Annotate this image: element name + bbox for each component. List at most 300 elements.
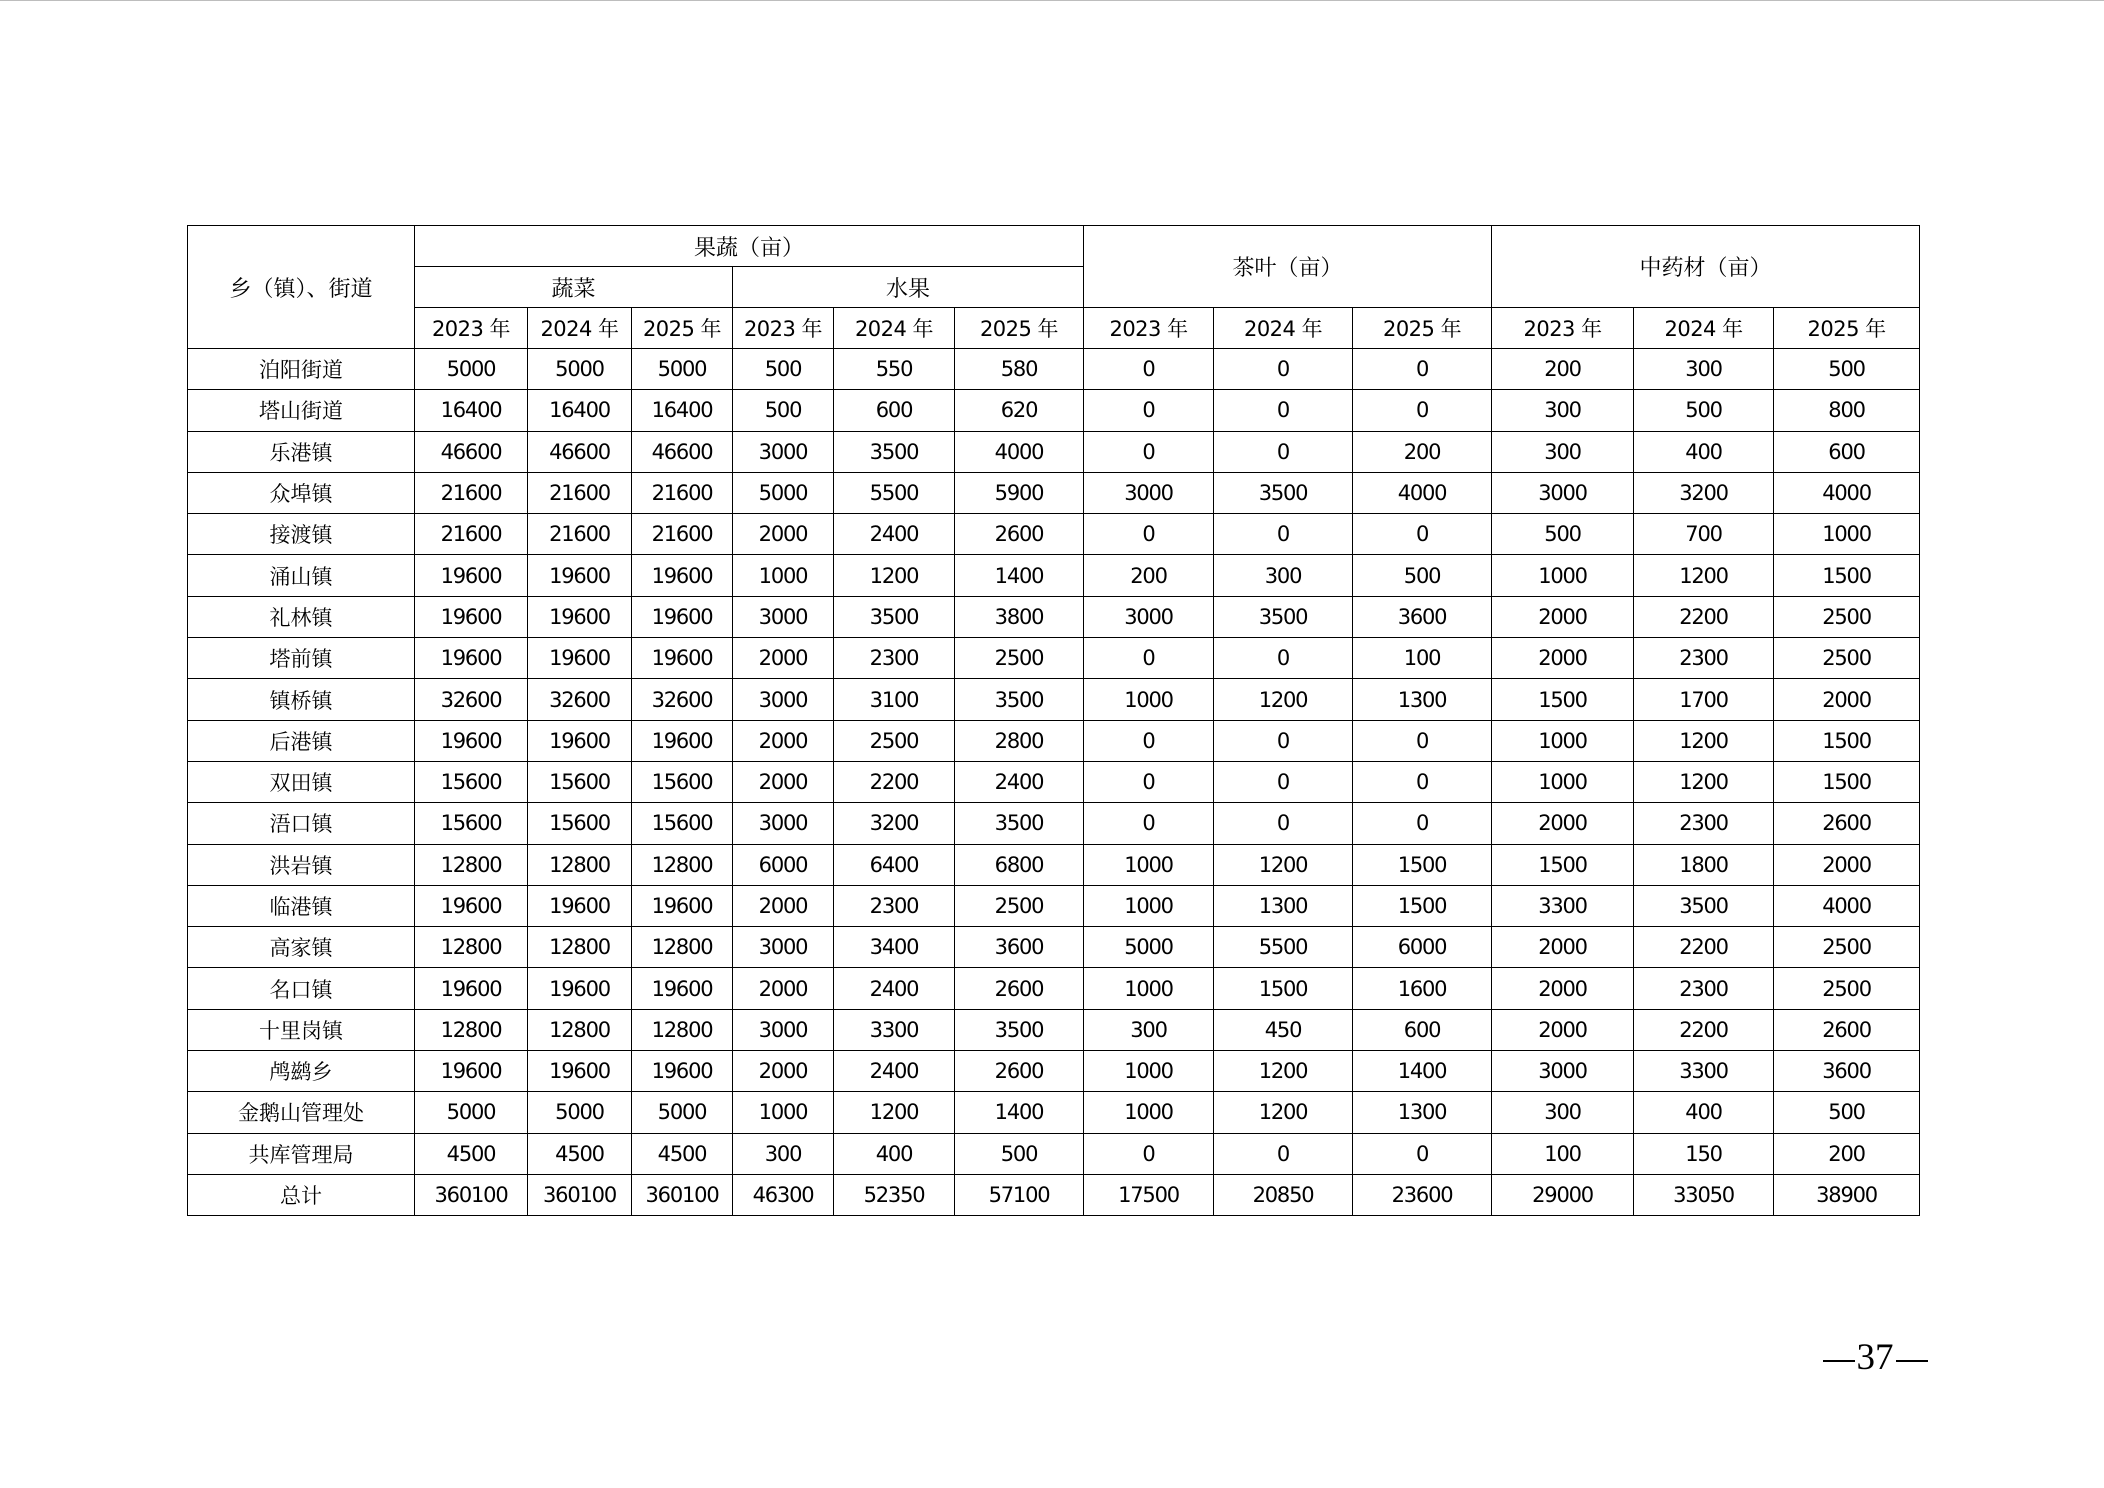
subgroup-header-fruit: 水果 [733, 267, 1084, 308]
row-name-cell: 金鹅山管理处 [188, 1092, 415, 1133]
value-cell: 0 [1214, 720, 1353, 761]
value-cell: 2200 [834, 761, 955, 802]
group-header-fruit-vegetable: 果蔬（亩） [415, 226, 1084, 267]
value-cell: 19600 [632, 1051, 733, 1092]
value-cell: 0 [1353, 720, 1492, 761]
value-cell: 12800 [528, 844, 632, 885]
value-cell: 12800 [632, 927, 733, 968]
value-cell: 3600 [1353, 596, 1492, 637]
year-header: 2025 年 [1774, 308, 1920, 349]
value-cell: 5000 [632, 349, 733, 390]
value-cell: 360100 [415, 1174, 528, 1215]
value-cell: 19600 [632, 555, 733, 596]
planting-area-table [187, 225, 1920, 1216]
value-cell: 21600 [632, 472, 733, 513]
value-cell: 6400 [834, 844, 955, 885]
value-cell: 1000 [733, 555, 834, 596]
value-cell: 12800 [632, 844, 733, 885]
table-row [188, 555, 1920, 596]
table-row [188, 720, 1920, 761]
table-row [188, 761, 1920, 802]
value-cell: 2300 [1634, 968, 1774, 1009]
value-cell: 1500 [1774, 555, 1920, 596]
value-cell: 2200 [1634, 927, 1774, 968]
value-cell: 1000 [1084, 885, 1214, 926]
value-cell: 5900 [955, 472, 1084, 513]
value-cell: 2000 [733, 1051, 834, 1092]
value-cell: 0 [1084, 514, 1214, 555]
value-cell: 2800 [955, 720, 1084, 761]
value-cell: 6800 [955, 844, 1084, 885]
value-cell: 1500 [1492, 844, 1634, 885]
row-name-cell: 礼林镇 [188, 596, 415, 637]
value-cell: 3500 [955, 679, 1084, 720]
value-cell: 16400 [528, 390, 632, 431]
value-cell: 1200 [1214, 1092, 1353, 1133]
table-row [188, 844, 1920, 885]
value-cell: 19600 [528, 596, 632, 637]
row-name-cell: 共库管理局 [188, 1133, 415, 1174]
value-cell: 300 [1492, 1092, 1634, 1133]
value-cell: 0 [1214, 349, 1353, 390]
page-top-rule [0, 0, 2104, 1]
value-cell: 21600 [632, 514, 733, 555]
year-header: 2023 年 [733, 308, 834, 349]
value-cell: 5000 [733, 472, 834, 513]
value-cell: 400 [834, 1133, 955, 1174]
group-header-tea: 茶叶（亩） [1084, 226, 1492, 308]
value-cell: 19600 [528, 1051, 632, 1092]
value-cell: 17500 [1084, 1174, 1214, 1215]
value-cell: 3100 [834, 679, 955, 720]
year-header: 2025 年 [632, 308, 733, 349]
value-cell: 0 [1214, 638, 1353, 679]
value-cell: 2600 [1774, 803, 1920, 844]
value-cell: 1300 [1214, 885, 1353, 926]
subgroup-header-vegetables: 蔬菜 [415, 267, 733, 308]
value-cell: 2400 [955, 761, 1084, 802]
value-cell: 19600 [415, 1051, 528, 1092]
value-cell: 2600 [955, 514, 1084, 555]
value-cell: 1000 [1492, 761, 1634, 802]
table-row [188, 514, 1920, 555]
table-row [188, 803, 1920, 844]
table-row [188, 349, 1920, 390]
table-row [188, 927, 1920, 968]
value-cell: 33050 [1634, 1174, 1774, 1215]
value-cell: 450 [1214, 1009, 1353, 1050]
value-cell: 16400 [632, 390, 733, 431]
value-cell: 5000 [632, 1092, 733, 1133]
value-cell: 46300 [733, 1174, 834, 1215]
page-number-dash-left [1823, 1360, 1855, 1362]
value-cell: 3000 [733, 803, 834, 844]
value-cell: 5000 [415, 1092, 528, 1133]
value-cell: 0 [1084, 720, 1214, 761]
value-cell: 15600 [632, 803, 733, 844]
value-cell: 1500 [1353, 885, 1492, 926]
value-cell: 1700 [1634, 679, 1774, 720]
value-cell: 1000 [1492, 720, 1634, 761]
value-cell: 0 [1214, 803, 1353, 844]
value-cell: 300 [733, 1133, 834, 1174]
table-row [188, 1009, 1920, 1050]
table-body [188, 349, 1920, 1216]
value-cell: 15600 [415, 761, 528, 802]
value-cell: 1000 [1084, 1092, 1214, 1133]
value-cell: 600 [834, 390, 955, 431]
row-name-cell: 鸬鹚乡 [188, 1051, 415, 1092]
value-cell: 600 [1353, 1009, 1492, 1050]
value-cell: 3500 [834, 431, 955, 472]
value-cell: 2300 [1634, 638, 1774, 679]
value-cell: 0 [1084, 390, 1214, 431]
value-cell: 2000 [733, 968, 834, 1009]
value-cell: 0 [1353, 390, 1492, 431]
value-cell: 100 [1492, 1133, 1634, 1174]
value-cell: 2200 [1634, 596, 1774, 637]
value-cell: 46600 [528, 431, 632, 472]
value-cell: 3500 [1214, 596, 1353, 637]
value-cell: 19600 [528, 638, 632, 679]
value-cell: 500 [1353, 555, 1492, 596]
value-cell: 2400 [834, 514, 955, 555]
table-row [188, 472, 1920, 513]
value-cell: 2500 [1774, 596, 1920, 637]
value-cell: 3000 [1084, 596, 1214, 637]
value-cell: 3000 [1084, 472, 1214, 513]
value-cell: 52350 [834, 1174, 955, 1215]
value-cell: 2000 [1774, 679, 1920, 720]
value-cell: 20850 [1214, 1174, 1353, 1215]
row-name-cell: 塔山街道 [188, 390, 415, 431]
year-header: 2024 年 [1214, 308, 1353, 349]
value-cell: 3600 [955, 927, 1084, 968]
value-cell: 12800 [528, 1009, 632, 1050]
value-cell: 1000 [1084, 844, 1214, 885]
corner-header: 乡（镇）、街道 [188, 226, 415, 349]
value-cell: 19600 [632, 596, 733, 637]
value-cell: 0 [1214, 514, 1353, 555]
value-cell: 19600 [528, 968, 632, 1009]
value-cell: 19600 [632, 720, 733, 761]
value-cell: 15600 [632, 761, 733, 802]
value-cell: 3200 [834, 803, 955, 844]
value-cell: 400 [1634, 1092, 1774, 1133]
value-cell: 2600 [1774, 1009, 1920, 1050]
value-cell: 1400 [955, 555, 1084, 596]
value-cell: 2400 [834, 1051, 955, 1092]
value-cell: 3600 [1774, 1051, 1920, 1092]
value-cell: 1800 [1634, 844, 1774, 885]
value-cell: 0 [1084, 761, 1214, 802]
value-cell: 1200 [1214, 844, 1353, 885]
value-cell: 2300 [834, 885, 955, 926]
value-cell: 360100 [632, 1174, 733, 1215]
value-cell: 2000 [733, 720, 834, 761]
value-cell: 3000 [733, 431, 834, 472]
value-cell: 800 [1774, 390, 1920, 431]
value-cell: 500 [1492, 514, 1634, 555]
value-cell: 300 [1214, 555, 1353, 596]
year-header: 2025 年 [1353, 308, 1492, 349]
value-cell: 3500 [1634, 885, 1774, 926]
value-cell: 150 [1634, 1133, 1774, 1174]
value-cell: 0 [1353, 514, 1492, 555]
value-cell: 1600 [1353, 968, 1492, 1009]
row-name-cell: 洪岩镇 [188, 844, 415, 885]
year-header: 2023 年 [1492, 308, 1634, 349]
row-name-cell: 临港镇 [188, 885, 415, 926]
year-header: 2023 年 [415, 308, 528, 349]
row-name-cell: 十里岗镇 [188, 1009, 415, 1050]
value-cell: 3500 [834, 596, 955, 637]
row-name-cell: 总计 [188, 1174, 415, 1215]
value-cell: 1500 [1353, 844, 1492, 885]
value-cell: 46600 [415, 431, 528, 472]
value-cell: 19600 [415, 720, 528, 761]
value-cell: 700 [1634, 514, 1774, 555]
table-row [188, 431, 1920, 472]
value-cell: 360100 [528, 1174, 632, 1215]
value-cell: 12800 [415, 1009, 528, 1050]
row-name-cell: 涌山镇 [188, 555, 415, 596]
page-number-dash-right [1896, 1360, 1928, 1362]
value-cell: 3800 [955, 596, 1084, 637]
table-row [188, 1133, 1920, 1174]
group-header-herbs: 中药材（亩） [1492, 226, 1920, 308]
value-cell: 19600 [415, 596, 528, 637]
year-header: 2024 年 [1634, 308, 1774, 349]
value-cell: 2500 [1774, 968, 1920, 1009]
value-cell: 46600 [632, 431, 733, 472]
value-cell: 19600 [528, 720, 632, 761]
value-cell: 3300 [1492, 885, 1634, 926]
year-header: 2024 年 [834, 308, 955, 349]
value-cell: 300 [1492, 431, 1634, 472]
value-cell: 500 [1774, 1092, 1920, 1133]
row-name-cell: 浯口镇 [188, 803, 415, 844]
value-cell: 1500 [1214, 968, 1353, 1009]
value-cell: 2000 [1492, 1009, 1634, 1050]
row-name-cell: 后港镇 [188, 720, 415, 761]
value-cell: 3000 [733, 679, 834, 720]
value-cell: 5000 [528, 1092, 632, 1133]
value-cell: 4500 [528, 1133, 632, 1174]
value-cell: 1000 [1084, 679, 1214, 720]
value-cell: 580 [955, 349, 1084, 390]
value-cell: 3500 [955, 803, 1084, 844]
value-cell: 32600 [528, 679, 632, 720]
year-header: 2024 年 [528, 308, 632, 349]
value-cell: 12800 [415, 844, 528, 885]
value-cell: 19600 [415, 885, 528, 926]
value-cell: 2500 [955, 638, 1084, 679]
value-cell: 32600 [415, 679, 528, 720]
value-cell: 500 [1774, 349, 1920, 390]
value-cell: 2400 [834, 968, 955, 1009]
value-cell: 100 [1353, 638, 1492, 679]
value-cell: 200 [1084, 555, 1214, 596]
page-number [1820, 1336, 1930, 1380]
value-cell: 3300 [834, 1009, 955, 1050]
value-cell: 21600 [528, 514, 632, 555]
value-cell: 6000 [1353, 927, 1492, 968]
value-cell: 1200 [1634, 761, 1774, 802]
value-cell: 500 [1634, 390, 1774, 431]
table-row [188, 1092, 1920, 1133]
value-cell: 2600 [955, 1051, 1084, 1092]
table-row [188, 1051, 1920, 1092]
value-cell: 1400 [1353, 1051, 1492, 1092]
row-name-cell: 众埠镇 [188, 472, 415, 513]
row-name-cell: 镇桥镇 [188, 679, 415, 720]
value-cell: 23600 [1353, 1174, 1492, 1215]
value-cell: 15600 [415, 803, 528, 844]
value-cell: 620 [955, 390, 1084, 431]
value-cell: 12800 [632, 1009, 733, 1050]
page-number-value: 37 [1856, 1337, 1894, 1378]
value-cell: 1200 [834, 555, 955, 596]
value-cell: 2000 [1492, 927, 1634, 968]
value-cell: 21600 [415, 472, 528, 513]
value-cell: 15600 [528, 761, 632, 802]
value-cell: 200 [1774, 1133, 1920, 1174]
value-cell: 200 [1492, 349, 1634, 390]
value-cell: 19600 [415, 968, 528, 1009]
value-cell: 38900 [1774, 1174, 1920, 1215]
table-row [188, 638, 1920, 679]
value-cell: 500 [733, 390, 834, 431]
value-cell: 19600 [632, 638, 733, 679]
value-cell: 3400 [834, 927, 955, 968]
value-cell: 0 [1214, 431, 1353, 472]
table-row [188, 885, 1920, 926]
value-cell: 0 [1214, 1133, 1353, 1174]
value-cell: 200 [1353, 431, 1492, 472]
value-cell: 0 [1084, 638, 1214, 679]
value-cell: 0 [1353, 761, 1492, 802]
value-cell: 3000 [733, 1009, 834, 1050]
value-cell: 1000 [733, 1092, 834, 1133]
value-cell: 400 [1634, 431, 1774, 472]
value-cell: 2500 [955, 885, 1084, 926]
value-cell: 2300 [1634, 803, 1774, 844]
value-cell: 0 [1353, 349, 1492, 390]
value-cell: 4000 [1774, 472, 1920, 513]
table-row [188, 390, 1920, 431]
row-name-cell: 乐港镇 [188, 431, 415, 472]
value-cell: 2000 [733, 885, 834, 926]
value-cell: 2000 [733, 638, 834, 679]
value-cell: 2000 [733, 761, 834, 802]
value-cell: 19600 [528, 555, 632, 596]
row-name-cell: 名口镇 [188, 968, 415, 1009]
value-cell: 300 [1492, 390, 1634, 431]
year-header: 2023 年 [1084, 308, 1214, 349]
value-cell: 1500 [1774, 720, 1920, 761]
value-cell: 0 [1084, 803, 1214, 844]
value-cell: 5000 [528, 349, 632, 390]
value-cell: 0 [1353, 1133, 1492, 1174]
value-cell: 1200 [1634, 555, 1774, 596]
value-cell: 3200 [1634, 472, 1774, 513]
value-cell: 1000 [1492, 555, 1634, 596]
value-cell: 4000 [1774, 885, 1920, 926]
value-cell: 1200 [1214, 1051, 1353, 1092]
value-cell: 19600 [415, 555, 528, 596]
value-cell: 21600 [528, 472, 632, 513]
value-cell: 29000 [1492, 1174, 1634, 1215]
value-cell: 6000 [733, 844, 834, 885]
value-cell: 2000 [733, 514, 834, 555]
value-cell: 3500 [1214, 472, 1353, 513]
table-row [188, 968, 1920, 1009]
value-cell: 1000 [1084, 968, 1214, 1009]
value-cell: 4000 [955, 431, 1084, 472]
table-row [188, 596, 1920, 637]
value-cell: 1200 [1634, 720, 1774, 761]
value-cell: 3000 [733, 596, 834, 637]
value-cell: 57100 [955, 1174, 1084, 1215]
value-cell: 1000 [1084, 1051, 1214, 1092]
value-cell: 1200 [834, 1092, 955, 1133]
value-cell: 2000 [1774, 844, 1920, 885]
row-name-cell: 双田镇 [188, 761, 415, 802]
value-cell: 32600 [632, 679, 733, 720]
value-cell: 1400 [955, 1092, 1084, 1133]
value-cell: 1500 [1774, 761, 1920, 802]
value-cell: 1300 [1353, 679, 1492, 720]
value-cell: 0 [1214, 761, 1353, 802]
value-cell: 5000 [1084, 927, 1214, 968]
value-cell: 1000 [1774, 514, 1920, 555]
value-cell: 2500 [1774, 638, 1920, 679]
value-cell: 21600 [415, 514, 528, 555]
value-cell: 19600 [415, 638, 528, 679]
row-name-cell: 泊阳街道 [188, 349, 415, 390]
value-cell: 4000 [1353, 472, 1492, 513]
value-cell: 3500 [955, 1009, 1084, 1050]
value-cell: 0 [1084, 431, 1214, 472]
value-cell: 2000 [1492, 803, 1634, 844]
value-cell: 500 [955, 1133, 1084, 1174]
value-cell: 1200 [1214, 679, 1353, 720]
value-cell: 16400 [415, 390, 528, 431]
table-row [188, 1174, 1920, 1215]
year-header: 2025 年 [955, 308, 1084, 349]
value-cell: 3000 [1492, 472, 1634, 513]
value-cell: 19600 [528, 885, 632, 926]
value-cell: 5000 [415, 349, 528, 390]
value-cell: 0 [1084, 349, 1214, 390]
value-cell: 0 [1084, 1133, 1214, 1174]
value-cell: 300 [1634, 349, 1774, 390]
row-name-cell: 接渡镇 [188, 514, 415, 555]
value-cell: 1300 [1353, 1092, 1492, 1133]
value-cell: 2600 [955, 968, 1084, 1009]
value-cell: 3300 [1634, 1051, 1774, 1092]
value-cell: 3000 [1492, 1051, 1634, 1092]
value-cell: 2300 [834, 638, 955, 679]
value-cell: 5500 [834, 472, 955, 513]
value-cell: 12800 [415, 927, 528, 968]
value-cell: 19600 [632, 885, 733, 926]
value-cell: 4500 [632, 1133, 733, 1174]
value-cell: 300 [1084, 1009, 1214, 1050]
value-cell: 2000 [1492, 968, 1634, 1009]
value-cell: 2500 [834, 720, 955, 761]
